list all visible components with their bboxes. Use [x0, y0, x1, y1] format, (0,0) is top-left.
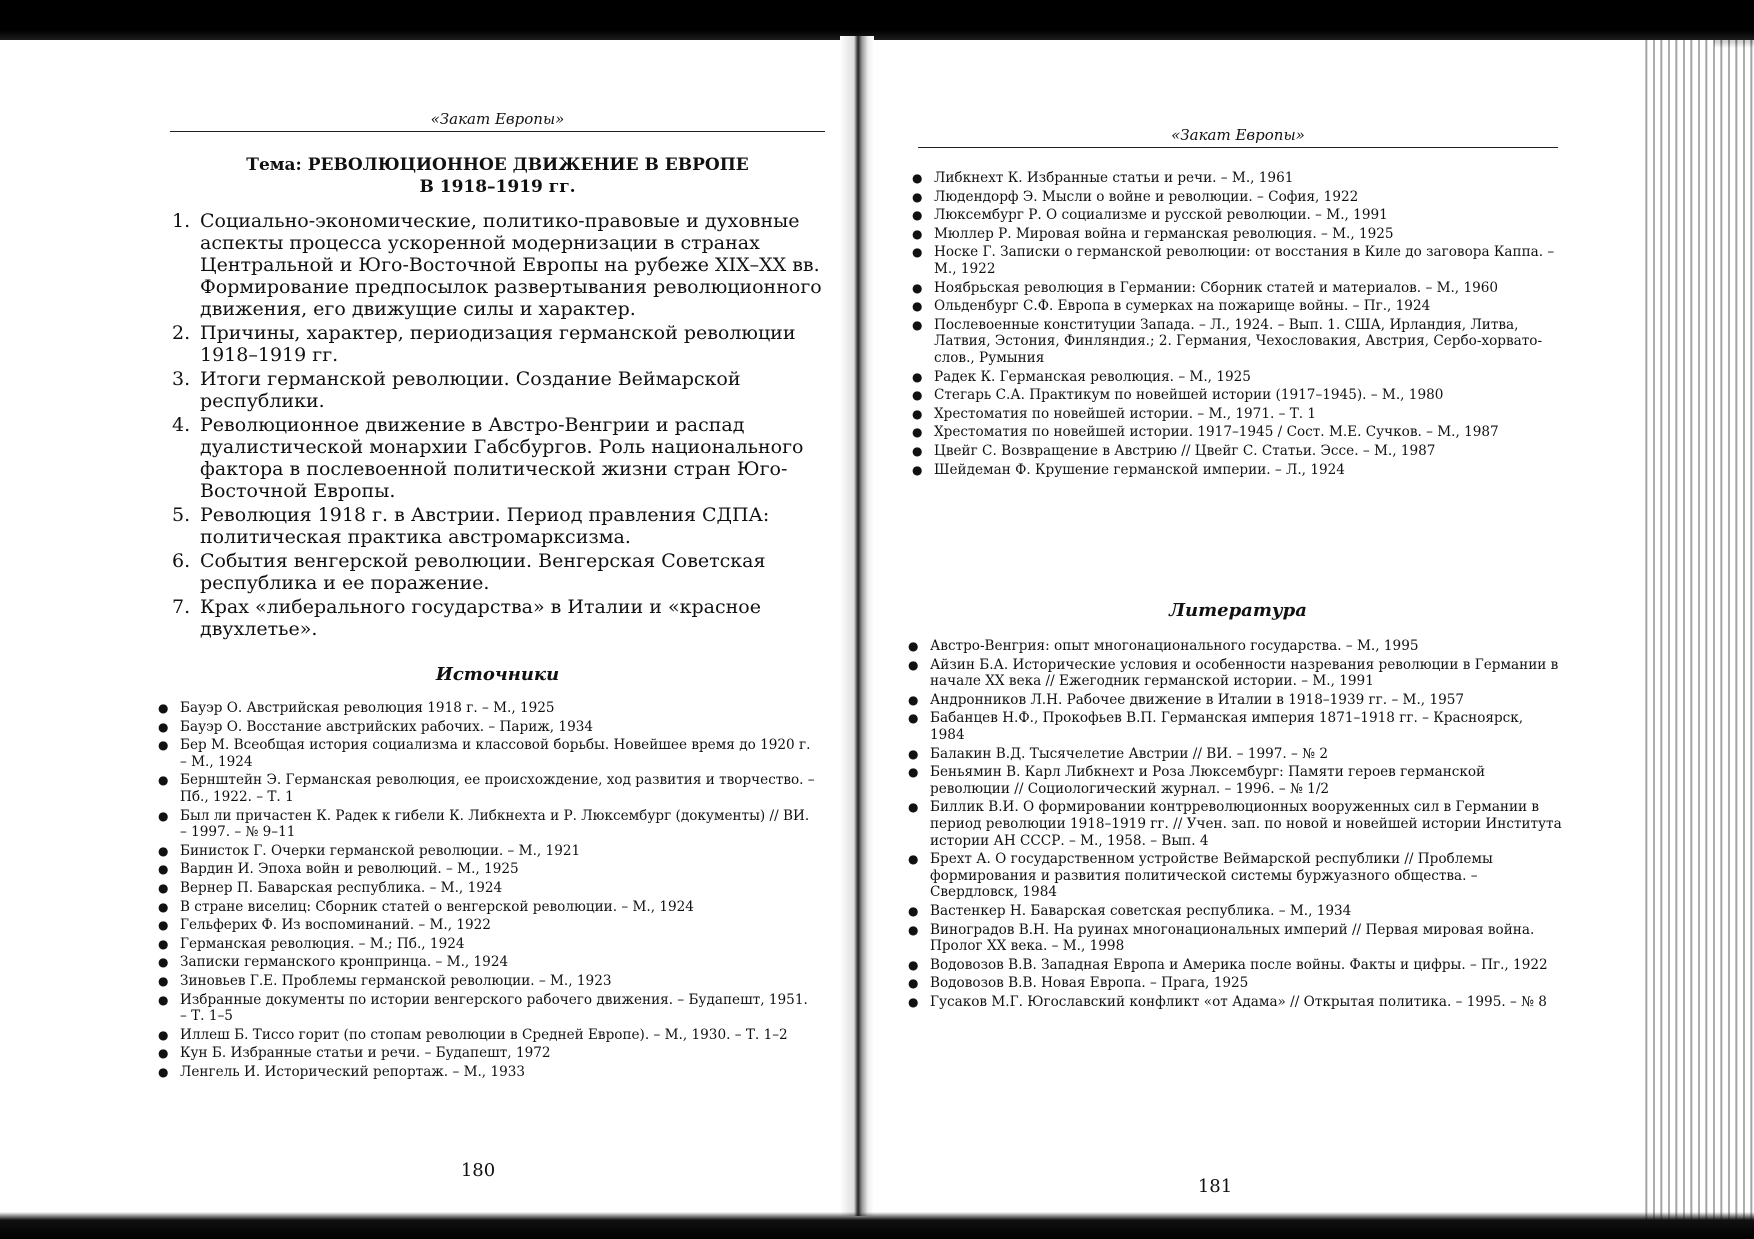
source-item: [912, 387, 1562, 404]
source-item: [158, 954, 818, 971]
bullet-icon: ●: [912, 280, 923, 295]
reference-text: Людендорф Э. Мысли о войне и революции. – София, 1922: [934, 188, 1359, 205]
reference-text: Андронников Л.Н. Рабочее движение в Италии в 1918–1939 гг. – М., 1957: [930, 691, 1465, 708]
bullet-icon: ●: [912, 406, 923, 421]
reference-text: Хрестоматия по новейшей истории. 1917–1945 / Сост. М.Е. Сучков. – М., 1987: [934, 424, 1499, 441]
reference-text: Водовозов В.В. Новая Европа. – Прага, 1925: [930, 975, 1249, 992]
literature-item: [908, 638, 1562, 655]
source-item: [912, 189, 1562, 206]
reference-text: Носке Г. Записки о германской революции: от восстания в Киле до заговора Каппа. – М., 1922: [934, 244, 1555, 277]
reference-text: Цвейг С. Возвращение в Австрию // Цвейг С. Статьи. Эссе. – М., 1987: [934, 442, 1436, 459]
bullet-icon: ●: [158, 992, 169, 1007]
bullet-icon: ●: [908, 800, 919, 815]
bullet-icon: ●: [912, 208, 923, 223]
reference-text: Кун Б. Избранные статьи и речи. – Будапешт, 1972: [180, 1045, 551, 1062]
reference-text: Послевоенные конституции Запада. – Л., 1924. – Вып. 1. США, Ирландия, Литва, Латвия, Эстония, Финляндия.; 2. Германия, Чехословакия, Австрия, Сербо-хорвато-слов., Румыния: [934, 316, 1543, 366]
reference-text: Австро-Венгрия: опыт многонационального государства. – М., 1995: [930, 638, 1419, 654]
literature-item: [908, 657, 1562, 690]
running-head-right: «Закат Европы»: [918, 126, 1558, 148]
reference-text: Брехт А. О государственном устройстве Веймарской республики // Проблемы формирования и развития политической системы буржуазного общества. – Свердловск, 1984: [930, 851, 1493, 901]
reference-text: Виноградов В.Н. На руинах многонациональных империй // Первая мировая война. Пролог XX века. – М., 1998: [930, 921, 1535, 955]
source-item: [912, 280, 1562, 297]
bullet-icon: ●: [158, 899, 169, 914]
literature-item: [908, 764, 1562, 797]
reference-text: Иллеш Б. Тиссо горит (по стопам революции в Средней Европе). – М., 1930. – Т. 1–2: [180, 1026, 788, 1043]
question-number: 5.: [172, 504, 191, 526]
source-item: [158, 737, 818, 770]
question-item: [172, 210, 822, 320]
bullet-icon: ●: [912, 189, 923, 204]
reference-text: Мюллер Р. Мировая война и германская революция. – М., 1925: [934, 225, 1394, 242]
bullet-icon: ●: [912, 443, 923, 458]
source-item: [912, 170, 1562, 187]
reference-text: Бернштейн Э. Германская революция, ее происхождение, ход развития и творчество. – Пб., 1922. – Т. 1: [180, 772, 815, 805]
source-item: [158, 973, 818, 990]
question-item: [172, 596, 822, 640]
reference-text: Бабанцев Н.Ф., Прокофьев В.П. Германская империя 1871–1918 гг. – Красноярск, 1984: [930, 710, 1524, 743]
reference-text: Гусаков М.Г. Югославский конфликт «от Адама» // Открытая политика. – 1995. – № 8: [930, 993, 1547, 1010]
literature-item: [908, 994, 1562, 1011]
reference-text: Либкнехт К. Избранные статьи и речи. – М., 1961: [934, 170, 1294, 186]
source-item: [158, 899, 818, 916]
reference-text: Германская революция. – М.; Пб., 1924: [180, 935, 465, 952]
source-item: [912, 207, 1562, 224]
question-item: [172, 414, 822, 502]
bullet-icon: ●: [912, 299, 923, 314]
question-item: [172, 322, 822, 366]
reference-text: Зиновьев Г.Е. Проблемы германской революции. – М., 1923: [180, 972, 612, 989]
question-text: События венгерской революции. Венгерская Советская республика и ее поражение.: [200, 550, 766, 594]
bullet-icon: ●: [158, 719, 169, 734]
bullet-icon: ●: [908, 746, 919, 761]
reference-text: Ленгель И. Исторический репортаж. – М., 1933: [180, 1063, 526, 1080]
literature-item: [908, 692, 1562, 709]
bullet-icon: ●: [158, 1027, 169, 1042]
bullet-icon: ●: [908, 957, 919, 972]
bullet-icon: ●: [908, 692, 919, 707]
literature-item: [908, 975, 1562, 992]
page-number-right: 181: [1197, 1176, 1233, 1197]
topic-title: [170, 154, 825, 198]
bullet-icon: ●: [158, 701, 169, 715]
literature-list: [908, 638, 1562, 1012]
literature-item: [908, 922, 1562, 955]
literature-item: [908, 957, 1562, 974]
source-item: [912, 317, 1562, 367]
bullet-icon: ●: [912, 171, 923, 185]
bullet-icon: ●: [908, 711, 919, 726]
bullet-icon: ●: [158, 936, 169, 951]
bullet-icon: ●: [158, 843, 169, 858]
bullet-icon: ●: [158, 918, 169, 933]
reference-text: Люксембург Р. О социализме и русской революции. – М., 1991: [934, 207, 1388, 224]
source-item: [158, 772, 818, 805]
source-item: [158, 719, 818, 736]
source-item: [158, 917, 818, 934]
reference-text: Бинисток Г. Очерки германской революции. – М., 1921: [180, 842, 581, 859]
reference-text: Избранные документы по истории венгерского рабочего движения. – Будапешт, 1951. – Т. 1–5: [180, 991, 808, 1025]
bullet-icon: ●: [908, 922, 919, 937]
bullet-icon: ●: [158, 880, 169, 895]
question-number: 2.: [172, 322, 191, 344]
reference-text: Ольденбург С.Ф. Европа в сумерках на пожарище войны. – Пг., 1924: [934, 298, 1431, 315]
reference-text: Бауэр О. Восстание австрийских рабочих. – Париж, 1934: [180, 718, 594, 735]
question-text: Крах «либерального государства» в Италии и «красное двухлетье».: [200, 596, 761, 640]
source-item: [158, 1045, 818, 1062]
book-gutter: [840, 36, 874, 1216]
bullet-icon: ●: [912, 425, 923, 440]
reference-text: Беньямин В. Карл Либкнехт и Роза Люксембург: Памяти героев германской революции // Социологический журнал. – 1996. – № 1/2: [930, 764, 1486, 797]
page-edges: [1640, 40, 1754, 1220]
bullet-icon: ●: [908, 976, 919, 991]
bullet-icon: ●: [158, 955, 169, 970]
reference-text: Хрестоматия по новейшей истории. – М., 1971. – Т. 1: [934, 405, 1317, 422]
bullet-icon: ●: [912, 462, 923, 477]
sources-list: [158, 700, 818, 1082]
reference-text: Водовозов В.В. Западная Европа и Америка после войны. Факты и цифры. – Пг., 1922: [930, 956, 1548, 973]
source-item: [912, 244, 1562, 277]
bullet-icon: ●: [912, 388, 923, 403]
bullet-icon: ●: [158, 862, 169, 877]
reference-text: Был ли причастен К. Радек к гибели К. Либкнехта и Р. Люксембург (документы) // ВИ. – 1997. – № 9–11: [180, 807, 810, 841]
bullet-icon: ●: [158, 738, 169, 753]
bullet-icon: ●: [908, 903, 919, 918]
bullet-icon: ●: [912, 369, 923, 384]
bullet-icon: ●: [908, 765, 919, 780]
question-number: 4.: [172, 414, 191, 436]
questions-list: [172, 210, 822, 642]
question-item: [172, 368, 822, 412]
reference-text: Бер М. Всеобщая история социализма и классовой борьбы. Новейшее время до 1920 г. – М., 1924: [180, 737, 811, 770]
bullet-icon: ●: [908, 657, 919, 672]
source-item: [158, 861, 818, 878]
bullet-icon: ●: [158, 1064, 169, 1079]
bullet-icon: ●: [912, 226, 923, 241]
source-item: [912, 424, 1562, 441]
bullet-icon: ●: [912, 245, 923, 260]
question-number: 1.: [172, 210, 191, 232]
question-text: Революционное движение в Австро-Венгрии и распад дуалистической монархии Габсбургов. Роль национального фактора в послевоенной политической жизни стран Юго-Восточной Европы.: [200, 414, 804, 502]
source-item: [158, 1064, 818, 1081]
source-item: [158, 880, 818, 897]
source-item: [158, 808, 818, 841]
question-text: Итоги германской революции. Создание Веймарской республики.: [200, 368, 741, 412]
page-number-left: 180: [460, 1160, 496, 1181]
sources-heading: Источники: [435, 664, 560, 685]
reference-text: Ноябрьская революция в Германии: Сборник статей и материалов. – М., 1960: [934, 279, 1499, 296]
literature-item: [908, 903, 1562, 920]
reference-text: Айзин Б.А. Исторические условия и особенности назревания революции в Германии в начале XX века // Ежегодник германской истории. – М., 1991: [930, 656, 1559, 690]
question-text: Причины, характер, периодизация германской революции 1918–1919 гг.: [200, 322, 796, 366]
bullet-icon: ●: [912, 317, 923, 332]
source-item: [158, 1027, 818, 1044]
reference-text: Вардин И. Эпоха войн и революций. – М., 1925: [180, 861, 519, 878]
source-item: [158, 843, 818, 860]
source-item: [158, 992, 818, 1025]
question-item: [172, 550, 822, 594]
bullet-icon: ●: [158, 808, 169, 823]
bullet-icon: ●: [908, 639, 919, 653]
bullet-icon: ●: [908, 994, 919, 1009]
reference-text: Вернер П. Баварская республика. – М., 1924: [180, 879, 503, 896]
bullet-icon: ●: [908, 852, 919, 867]
question-text: Революция 1918 г. в Австрии. Период правления СДПА: политическая практика австромарксизма.: [200, 504, 770, 548]
question-number: 3.: [172, 368, 191, 390]
reference-text: Радек К. Германская революция. – М., 1925: [934, 368, 1251, 385]
reference-text: Стегарь С.А. Практикум по новейшей истории (1917–1945). – М., 1980: [934, 387, 1444, 404]
literature-item: [908, 710, 1562, 743]
question-text: Социально-экономические, политико-правовые и духовные аспекты процесса ускоренной модернизации в странах Центральной и Юго-Восточной Европы на рубеже XIX–XX вв. Формирование предпосылок развертывания революционного движения, его движущие силы и характер.: [200, 210, 822, 320]
bullet-icon: ●: [158, 1046, 169, 1061]
source-item: [158, 700, 818, 717]
source-item: [158, 936, 818, 953]
source-item: [912, 298, 1562, 315]
literature-item: [908, 746, 1562, 763]
reference-text: Шейдеман Ф. Крушение германской империи. – Л., 1924: [934, 461, 1345, 478]
reference-text: Биллик В.И. О формировании контрреволюционных вооруженных сил в Германии в период революции 1918–1919 гг. // Учен. зап. по новой и новейшей истории Института истории АН СССР. – М., 1958. – Вып. 4: [930, 799, 1562, 849]
source-item: [912, 443, 1562, 460]
question-item: [172, 504, 822, 548]
bullet-icon: ●: [158, 773, 169, 788]
scan-bottom-shadow: [0, 1212, 1754, 1239]
reference-text: Вастенкер Н. Баварская советская республика. – М., 1934: [930, 902, 1352, 919]
running-head-left: «Закат Европы»: [170, 110, 825, 132]
reference-text: Балакин В.Д. Тысячелетие Австрии // ВИ. – 1997. – № 2: [930, 745, 1329, 762]
reference-text: Бауэр О. Австрийская революция 1918 г. – М., 1925: [180, 700, 555, 716]
reference-text: Гельферих Ф. Из воспоминаний. – М., 1922: [180, 917, 491, 934]
question-number: 6.: [172, 550, 191, 572]
topic-title-line1: Тема: РЕВОЛЮЦИОННОЕ ДВИЖЕНИЕ В ЕВРОПЕ: [246, 155, 749, 175]
literature-item: [908, 851, 1562, 901]
source-item: [912, 369, 1562, 386]
source-item: [912, 406, 1562, 423]
literature-item: [908, 799, 1562, 849]
reference-text: Записки германского кронпринца. – М., 1924: [180, 954, 509, 971]
source-item: [912, 226, 1562, 243]
bullet-icon: ●: [158, 973, 169, 988]
source-item: [912, 462, 1562, 479]
question-number: 7.: [172, 596, 191, 618]
reference-text: В стране виселиц: Сборник статей о венгерской революции. – М., 1924: [180, 898, 694, 915]
topic-title-line2: В 1918–1919 гг.: [419, 177, 576, 197]
sources-list-continued: [912, 170, 1562, 480]
literature-heading: Литература: [1169, 600, 1307, 621]
